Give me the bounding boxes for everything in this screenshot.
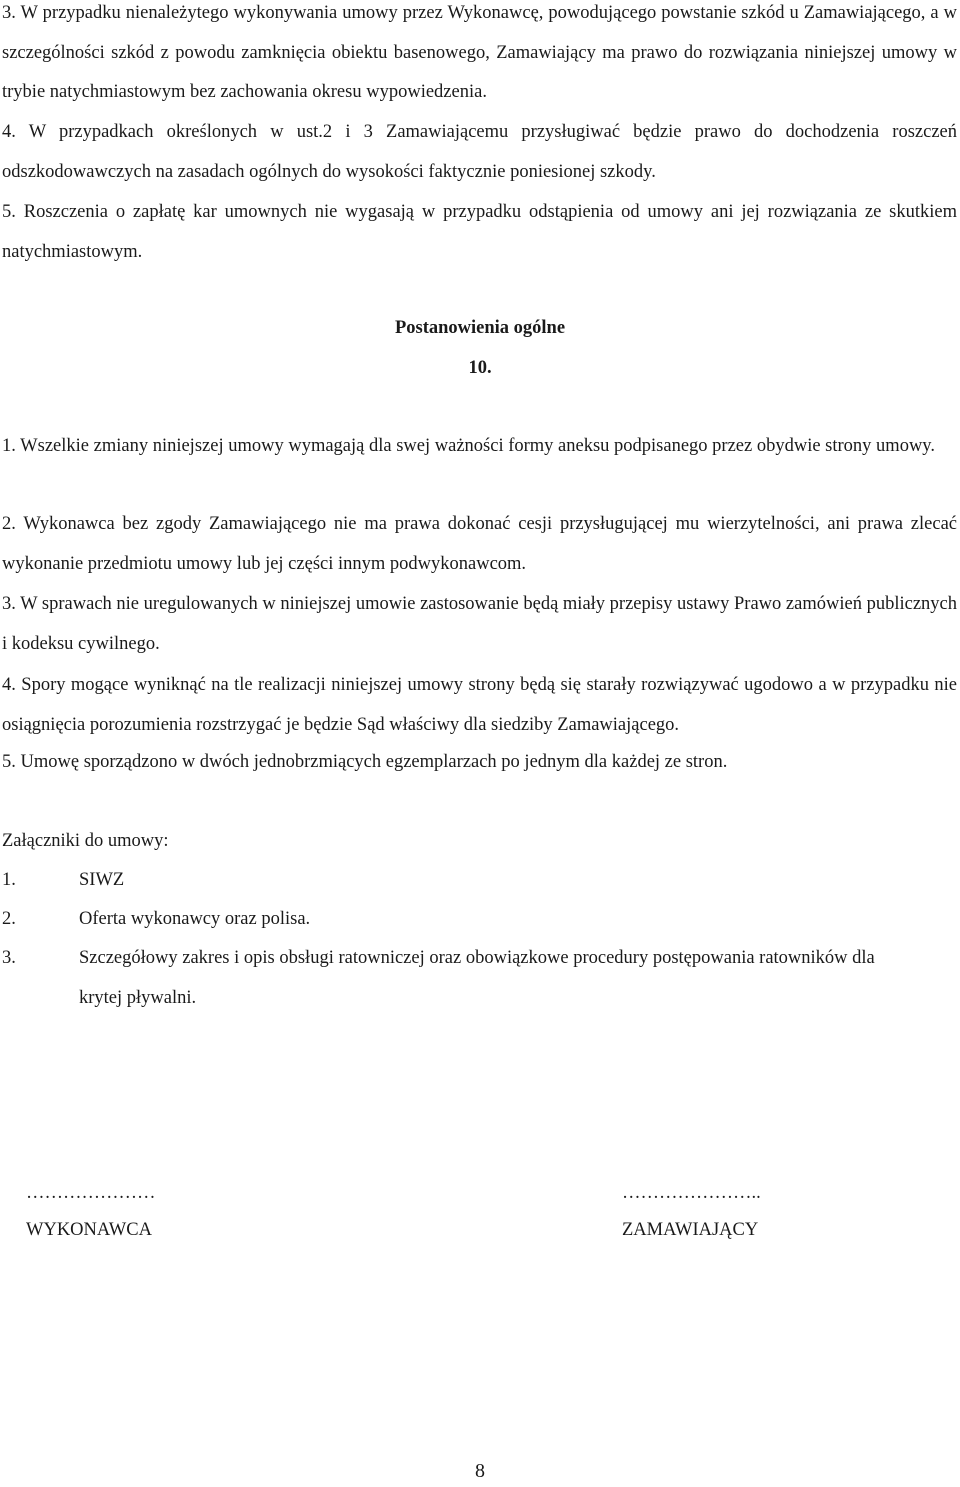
section-number: 10. — [468, 358, 492, 378]
general-paragraph-4: 4. Spory mogące wyniknąć na tle realizacji niniejszej umowy strony będą się starały rozwiązywać ugodowo a w przypadku nie osiągnięcia porozumienia rozstrzygać je będzie Sąd właściwy dla siedziby Zamawiającego. — [2, 675, 957, 735]
paragraph-5: 5. Roszczenia o zapłatę kar umownych nie wygasają w przypadku odstąpienia od umowy ani jej rozwiązania ze skutkiem natychmiastowym. — [2, 202, 957, 262]
page-number: 8 — [475, 1460, 485, 1482]
general-paragraph-2: 2. Wykonawca bez zgody Zamawiającego nie ma prawa dokonać cesji przysługującej mu wierzytelności, ani prawa zlecać wykonanie przedmiotu umowy lub jej części innym podwykonawcom. — [2, 514, 957, 574]
attachment-item-1 — [2, 861, 902, 901]
general-paragraph-1: 1. Wszelkie zmiany niniejszej umowy wymagają dla swej ważności formy aneksu podpisanego przez obydwie strony umowy. — [2, 436, 935, 456]
attachment-number: 1. — [2, 870, 16, 890]
section-title: Postanowienia ogólne — [394, 318, 566, 338]
client-signature-line: ………………….. — [622, 1183, 761, 1203]
paragraph-4: 4. W przypadkach określonych w ust.2 i 3 Zamawiającemu przysługiwać będzie prawo do dochodzenia roszczeń odszkodowawczych na zasadach ogólnych do wysokości faktycznie poniesionej szkody. — [2, 122, 957, 182]
attachments-heading: Załączniki do umowy: — [2, 831, 169, 851]
attachment-number: 3. — [2, 948, 16, 968]
attachment-item-3 — [2, 939, 902, 1018]
attachment-text: Szczegółowy zakres i opis obsługi ratowniczej oraz obowiązkowe procedury postępowania ratowników dla krytej pływalni. — [79, 948, 875, 1008]
attachment-item-2 — [2, 900, 902, 940]
client-label: ZAMAWIAJĄCY — [622, 1220, 759, 1240]
contractor-signature-line: ………………… — [26, 1183, 156, 1203]
contractor-label: WYKONAWCA — [26, 1220, 152, 1240]
attachment-text: SIWZ — [79, 870, 125, 890]
attachment-text: Oferta wykonawcy oraz polisa. — [79, 909, 311, 929]
general-paragraph-3: 3. W sprawach nie uregulowanych w niniejszej umowie zastosowanie będą miały przepisy ustawy Prawo zamówień publicznych i kodeksu cywilnego. — [2, 594, 957, 654]
paragraph-3: 3. W przypadku nienależytego wykonywania umowy przez Wykonawcę, powodującego powstanie szkód u Zamawiającego, a w szczególności szkód z powodu zamknięcia obiektu basenowego, Zamawiający ma prawo do rozwiązania niniejszej umowy w trybie natychmiastowym bez zachowania okresu wypowiedzenia. — [2, 3, 957, 102]
general-paragraph-5: 5. Umowę sporządzono w dwóch jednobrzmiących egzemplarzach po jednym dla każdej ze stron. — [2, 752, 728, 772]
attachment-number: 2. — [2, 909, 16, 929]
